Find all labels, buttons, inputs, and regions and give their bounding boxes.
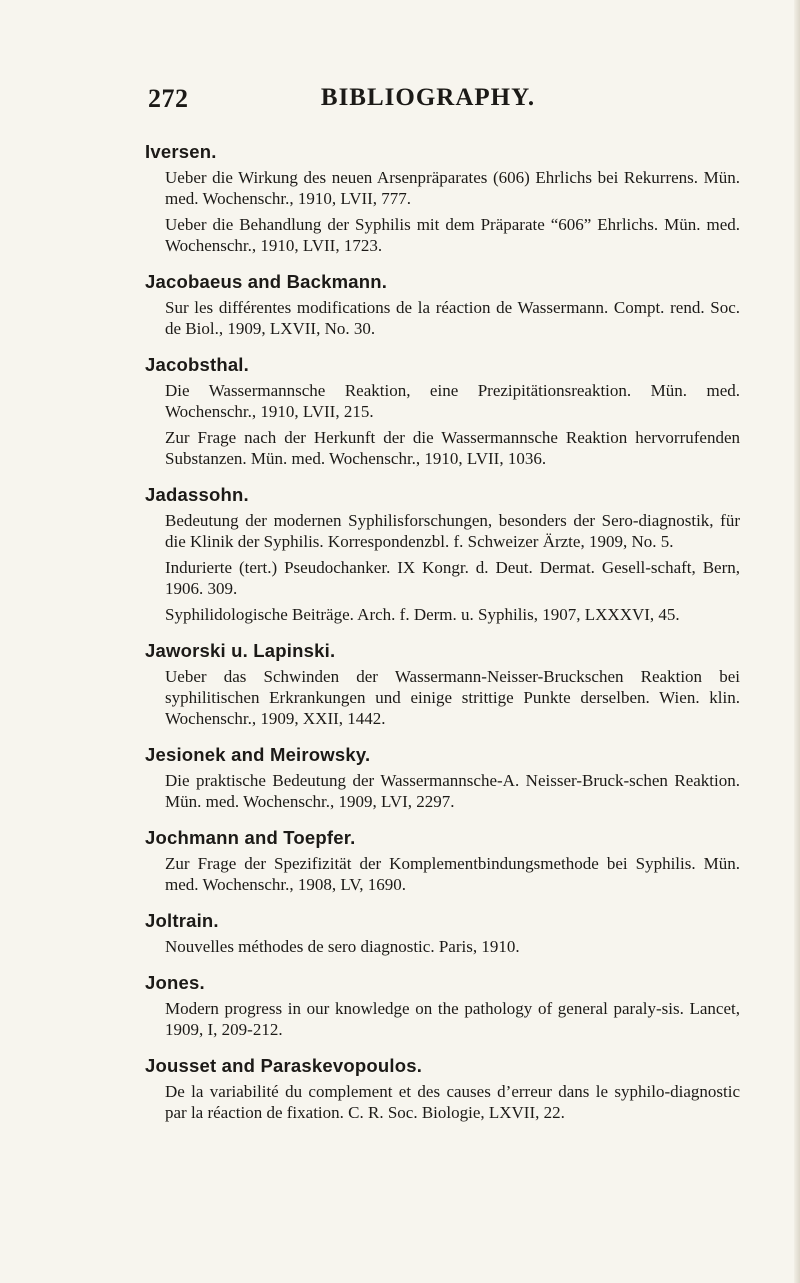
entry-reference: Modern progress in our knowledge on the pathology of general paraly-sis. Lancet, 1909, I, 209-212. bbox=[165, 999, 740, 1039]
entry-reference: Sur les différentes modifications de la réaction de Wassermann. Compt. rend. Soc. de Biol., 1909, LXVII, No. 30. bbox=[165, 298, 740, 338]
bibliography-entry bbox=[145, 971, 740, 1040]
bibliography-list bbox=[145, 140, 740, 1137]
bibliography-entry bbox=[145, 826, 740, 895]
entry-reference: Zur Frage der Spezifizität der Komplementbindungsmethode bei Syphilis. Mün. med. Wochenschr., 1908, LV, 1690. bbox=[165, 854, 740, 894]
entry-author: Jacobsthal. bbox=[145, 354, 249, 375]
page-number: 272 bbox=[148, 84, 189, 113]
entry-author: Jacobaeus and Backmann. bbox=[145, 271, 388, 292]
entry-reference: Nouvelles méthodes de sero diagnostic. Paris, 1910. bbox=[165, 937, 520, 956]
entry-reference: De la variabilité du complement et des causes d’erreur dans le syphilo-diagnostic par la réaction de fixation. C. R. Soc. Biologie, LXVII, 22. bbox=[165, 1082, 740, 1122]
entry-author: Joltrain. bbox=[145, 910, 219, 931]
page-header bbox=[148, 84, 708, 114]
entry-reference: Indurierte (tert.) Pseudochanker. IX Kongr. d. Deut. Dermat. Gesell-schaft, Bern, 1906. 309. bbox=[165, 558, 740, 598]
entry-reference: Ueber das Schwinden der Wassermann-Neisser-Bruckschen Reaktion bei syphilitischen Erkrankungen und einige strittige Punkte derselben. Wien. klin. Wochenschr., 1909, XXII, 1442. bbox=[165, 667, 740, 728]
entry-reference: Die Wassermannsche Reaktion, eine Prezipitätionsreaktion. Mün. med. Wochenschr., 1910, LVII, 215. bbox=[165, 381, 740, 421]
entry-author: Jesionek and Meirowsky. bbox=[145, 744, 371, 765]
entry-reference: Ueber die Wirkung des neuen Arsenpräparates (606) Ehrlichs bei Rekurrens. Mün. med. Wochenschr., 1910, LVII, 777. bbox=[165, 168, 740, 208]
entry-author: Jones. bbox=[145, 972, 205, 993]
entry-author: Jousset and Paraskevopoulos. bbox=[145, 1055, 423, 1076]
entry-reference: Ueber die Behandlung der Syphilis mit dem Präparate “606” Ehrlichs. Mün. med. Wochenschr., 1910, LVII, 1723. bbox=[165, 215, 740, 255]
entry-reference: Bedeutung der modernen Syphilisforschungen, besonders der Sero-diagnostik, für die Klinik der Syphilis. Korrespondenzbl. f. Schweizer Ärzte, 1909, No. 5. bbox=[165, 511, 740, 551]
bibliography-entry bbox=[145, 483, 740, 625]
bibliography-entry bbox=[145, 353, 740, 469]
bibliography-entry bbox=[145, 639, 740, 729]
entry-reference: Zur Frage nach der Herkunft der die Wassermannsche Reaktion hervorrufenden Substanzen. Mün. med. Wochenschr., 1910, LVII, 1036. bbox=[165, 428, 740, 468]
bibliography-entry bbox=[145, 270, 740, 339]
entry-author: Jaworski u. Lapinski. bbox=[145, 640, 336, 661]
entry-reference: Die praktische Bedeutung der Wassermannsche-A. Neisser-Bruck-schen Reaktion. Mün. med. Wochenschr., 1909, LVI, 2297. bbox=[165, 771, 740, 811]
bibliography-entry bbox=[145, 1054, 740, 1123]
bibliography-entry bbox=[145, 909, 740, 957]
bibliography-entry bbox=[145, 743, 740, 812]
bibliography-entry bbox=[145, 140, 740, 256]
page-edge bbox=[794, 0, 800, 1283]
entry-author: Iversen. bbox=[145, 141, 217, 162]
running-head: BIBLIOGRAPHY. bbox=[320, 84, 536, 111]
entry-reference: Syphilidologische Beiträge. Arch. f. Derm. u. Syphilis, 1907, LXXXVI, 45. bbox=[165, 605, 680, 624]
entry-author: Jadassohn. bbox=[145, 484, 249, 505]
entry-author: Jochmann and Toepfer. bbox=[145, 827, 356, 848]
